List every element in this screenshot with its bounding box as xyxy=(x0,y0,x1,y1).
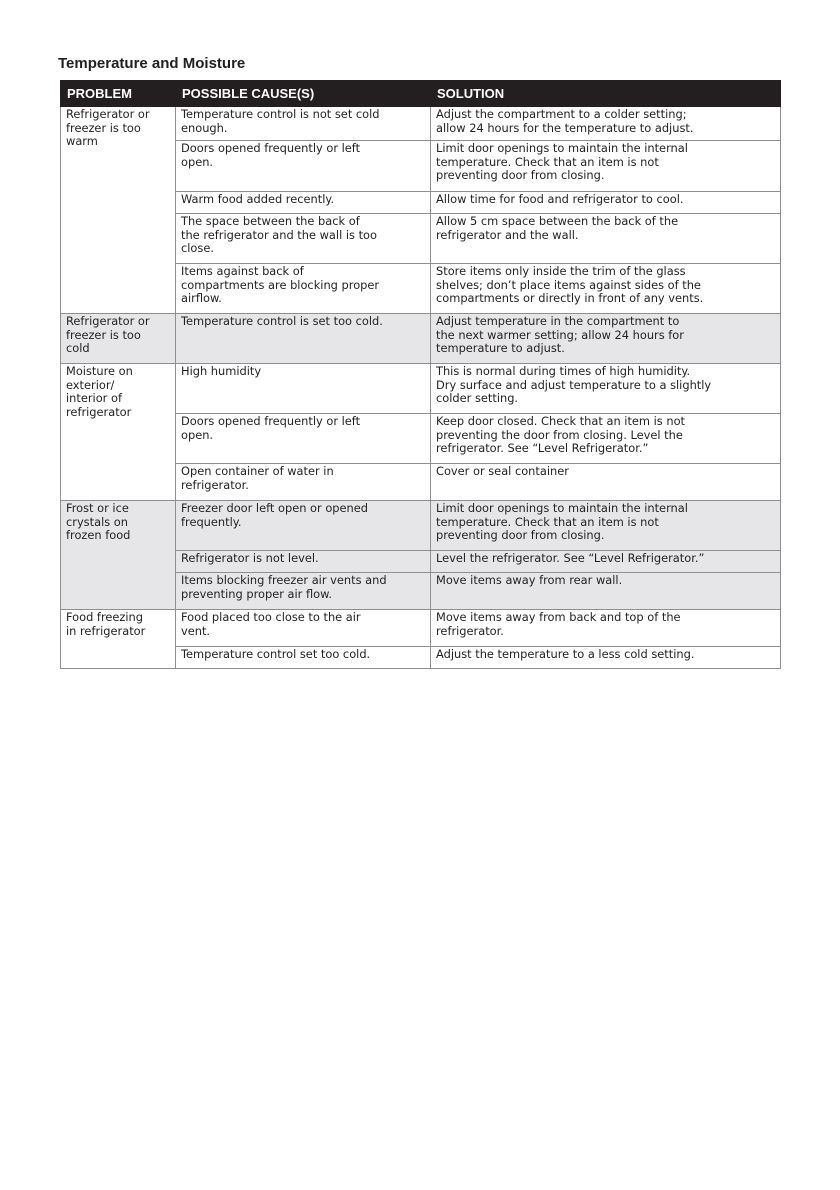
problem-cell: Frost or ice crystals on frozen food xyxy=(61,501,176,610)
header-problem: PROBLEM xyxy=(61,81,176,107)
solution-cell: Allow 5 cm space between the back of the refrigerator and the wall. xyxy=(431,214,781,264)
cause-cell: Warm food added recently. xyxy=(176,192,431,214)
solution-cell: Adjust temperature in the compartment to the next warmer setting; allow 24 hours for temperature to adjust. xyxy=(431,314,781,364)
table-row xyxy=(61,364,781,414)
cause-cell: Food placed too close to the air vent. xyxy=(176,610,431,647)
table-row xyxy=(61,107,781,141)
solution-cell: Limit door openings to maintain the internal temperature. Check that an item is not preventing door from closing. xyxy=(431,501,781,551)
cause-cell: Open container of water in refrigerator. xyxy=(176,464,431,501)
cause-cell: The space between the back of the refrigerator and the wall is too close. xyxy=(176,214,431,264)
problem-cell: Moisture on exterior/ interior of refrigerator xyxy=(61,364,176,501)
solution-cell: Move items away from rear wall. xyxy=(431,573,781,610)
cause-cell: Refrigerator is not level. xyxy=(176,551,431,573)
solution-cell: Limit door openings to maintain the internal temperature. Check that an item is not preventing door from closing. xyxy=(431,141,781,192)
cause-cell: Freezer door left open or opened frequently. xyxy=(176,501,431,551)
cause-cell: Temperature control is set too cold. xyxy=(176,314,431,364)
solution-cell: Move items away from back and top of the refrigerator. xyxy=(431,610,781,647)
table-row xyxy=(61,610,781,647)
cause-cell: Doors opened frequently or left open. xyxy=(176,141,431,192)
cause-cell: Doors opened frequently or left open. xyxy=(176,414,431,464)
problem-cell: Refrigerator or freezer is too warm xyxy=(61,107,176,314)
troubleshooting-table xyxy=(60,80,781,669)
cause-cell: Items blocking freezer air vents and preventing proper air flow. xyxy=(176,573,431,610)
solution-cell: Allow time for food and refrigerator to cool. xyxy=(431,192,781,214)
section-title: Temperature and Moisture xyxy=(58,55,246,72)
table-row xyxy=(61,314,781,364)
solution-cell: Cover or seal container xyxy=(431,464,781,501)
header-solution: SOLUTION xyxy=(431,81,781,107)
problem-cell: Food freezing in refrigerator xyxy=(61,610,176,669)
cause-cell: Items against back of compartments are blocking proper airflow. xyxy=(176,264,431,314)
solution-cell: Adjust the temperature to a less cold setting. xyxy=(431,647,781,669)
header-possible-causes: POSSIBLE CAUSE(S) xyxy=(176,81,431,107)
cause-cell: Temperature control is not set cold enough. xyxy=(176,107,431,141)
solution-cell: This is normal during times of high humidity. Dry surface and adjust temperature to a slightly colder setting. xyxy=(431,364,781,414)
solution-cell: Keep door closed. Check that an item is not preventing the door from closing. Level the refrigerator. See “Level Refrigerator.” xyxy=(431,414,781,464)
table-header-row xyxy=(61,81,781,107)
solution-cell: Adjust the compartment to a colder setting; allow 24 hours for the temperature to adjust. xyxy=(431,107,781,141)
table-row xyxy=(61,501,781,551)
cause-cell: Temperature control set too cold. xyxy=(176,647,431,669)
cause-cell: High humidity xyxy=(176,364,431,414)
problem-cell: Refrigerator or freezer is too cold xyxy=(61,314,176,364)
solution-cell: Store items only inside the trim of the glass shelves; don’t place items against sides of the compartments or directly in front of any vents. xyxy=(431,264,781,314)
solution-cell: Level the refrigerator. See “Level Refrigerator.” xyxy=(431,551,781,573)
